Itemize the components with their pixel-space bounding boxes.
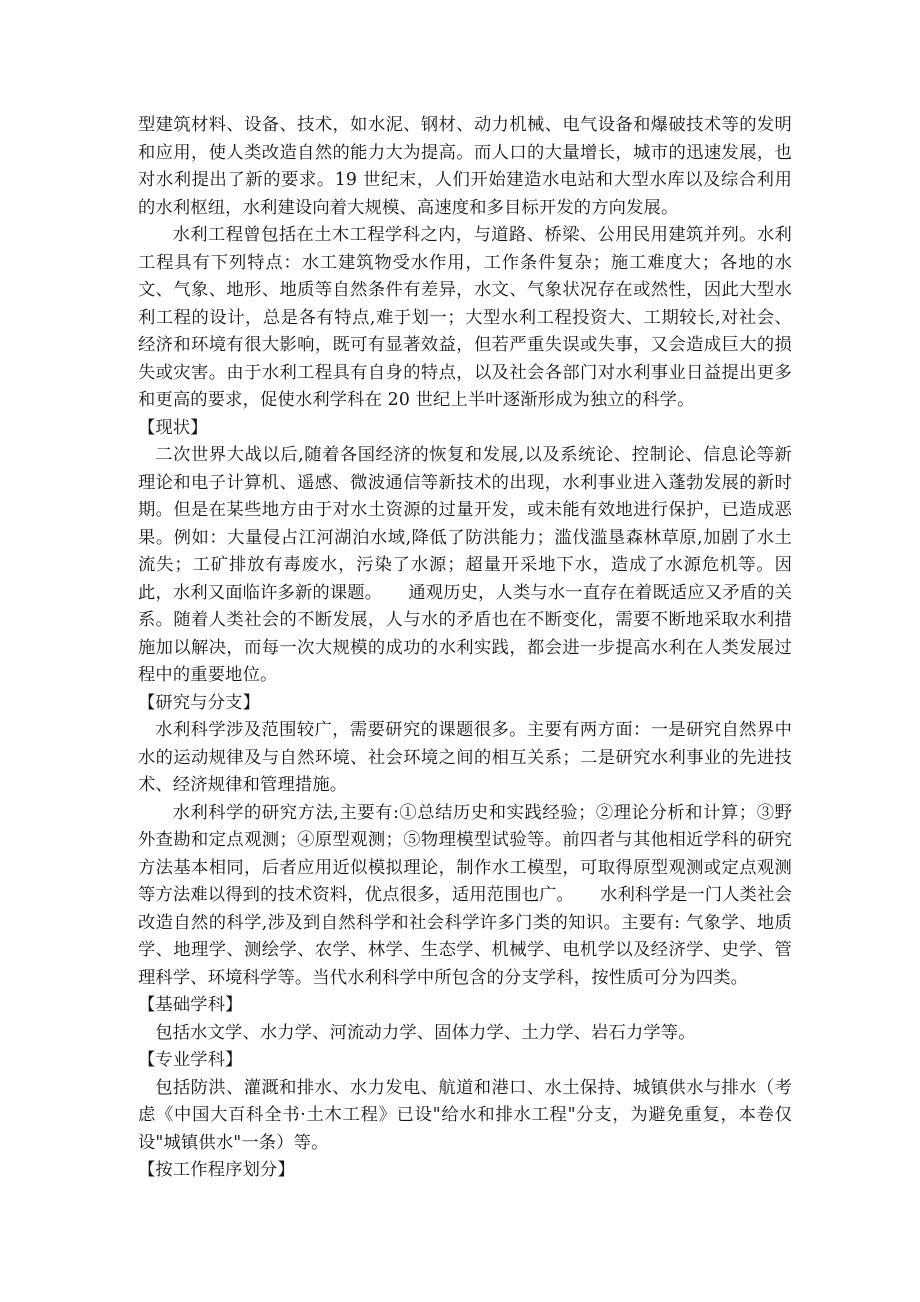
paragraph-research-methods: 水利科学的研究方法,主要有:①总结历史和实践经验；②理论分析和计算；③野外查勘和定点观测；④原型观测；⑤物理模型试验等。前四者与其他相近学科的研究方法基本相同，后者应用近似模拟理论，制作水工模型，可取得原型观测或定点观测等方法难以得到的技术资料，优点很多，适用范围也广。 水利科学是一门人类社会改造自然的科学,涉及到自然科学和社会科学许多门类的知识。主要有: 气象学、地质学、地理学、测绘学、农学、林学、生态学、机械学、电机学以及经济学、史学、管理科学、环境科学等。当代水利科学中所包含的分支学科，按性质可分为四类。	[138, 802, 792, 988]
section-heading-research-branches: 【研究与分支】	[138, 692, 261, 713]
paragraph-professional-disciplines: 包括防洪、灌溉和排水、水力发电、航道和港口、水土保持、城镇供水与排水（考虑《中国大百科全书·土木工程》已设"给水和排水工程"分支，为避免重复，本卷仅设"城镇供水"一条）等。	[138, 1077, 792, 1153]
paragraph-basic-disciplines: 包括水文学、水力学、河流动力学、固体力学、土力学、岩石力学等。	[155, 1022, 696, 1043]
section-heading-status: 【现状】	[138, 417, 208, 438]
paragraph-status: 二次世界大战以后,随着各国经济的恢复和发展,以及系统论、控制论、信息论等新理论和电子计算机、遥感、微波通信等新技术的出现，水利事业进入蓬勃发展的新时期。但是在某些地方由于对水土资源的过量开发，或未能有效地进行保护，已造成恶果。例如：大量侵占江河湖泊水域,降低了防洪能力；滥伐滥垦森林草原,加剧了水土流失；工矿排放有毒废水，污染了水源；超量开采地下水，造成了水源危机等。因此，水利又面临许多新的课题。 通观历史，人类与水一直存在着既适应又矛盾的关系。随着人类社会的不断发展，人与水的矛盾也在不断变化，需要不断地采取水利措施加以解决，而每一次大规模的成功的水利实践，都会进一步提高水利在人类发展过程中的重要地位。	[138, 445, 792, 685]
section-heading-basic-disciplines: 【基础学科】	[138, 995, 243, 1015]
section-heading-professional-disciplines: 【专业学科】	[138, 1050, 243, 1070]
paragraph-intro-continued: 型建筑材料、设备、技术，如水泥、钢材、动力机械、电气设备和爆破技术等的发明和应用，使人类改造自然的能力大为提高。而人口的大量增长，城市的迅速发展，也对水利提出了新的要求。19 世纪末，人们开始建造水电站和大型水库以及综合利用的水利枢纽，水利建设向着大规模、高速度和多目标开发的方向发展。	[138, 115, 792, 218]
section-heading-by-work-procedure: 【按工作程序划分】	[138, 1160, 295, 1180]
document-page	[138, 112, 792, 1185]
paragraph-engineering-features: 水利工程曾包括在土木工程学科之内，与道路、桥梁、公用民用建筑并列。水利工程具有下列特点：水工建筑物受水作用，工作条件复杂；施工难度大；各地的水文、气象、地形、地质等自然条件有差异，水文、气象状况存在或然性，因此大型水利工程的设计，总是各有特点,难于划一；大型水利工程投资大、工期较长,对社会、经济和环境有很大影响，既可有显著效益，但若严重失误或失事，又会造成巨大的损失或灾害。由于水利工程具有自身的特点，以及社会各部门对水利事业日益提出更多和更高的要求，促使水利学科在 20 世纪上半叶逐渐形成为独立的科学。	[138, 225, 792, 410]
paragraph-research-scope: 水利科学涉及范围较广，需要研究的课题很多。主要有两方面：一是研究自然界中水的运动规律及与自然环境、社会环境之间的相互关系；二是研究水利事业的先进技术、经济规律和管理措施。	[138, 720, 792, 795]
